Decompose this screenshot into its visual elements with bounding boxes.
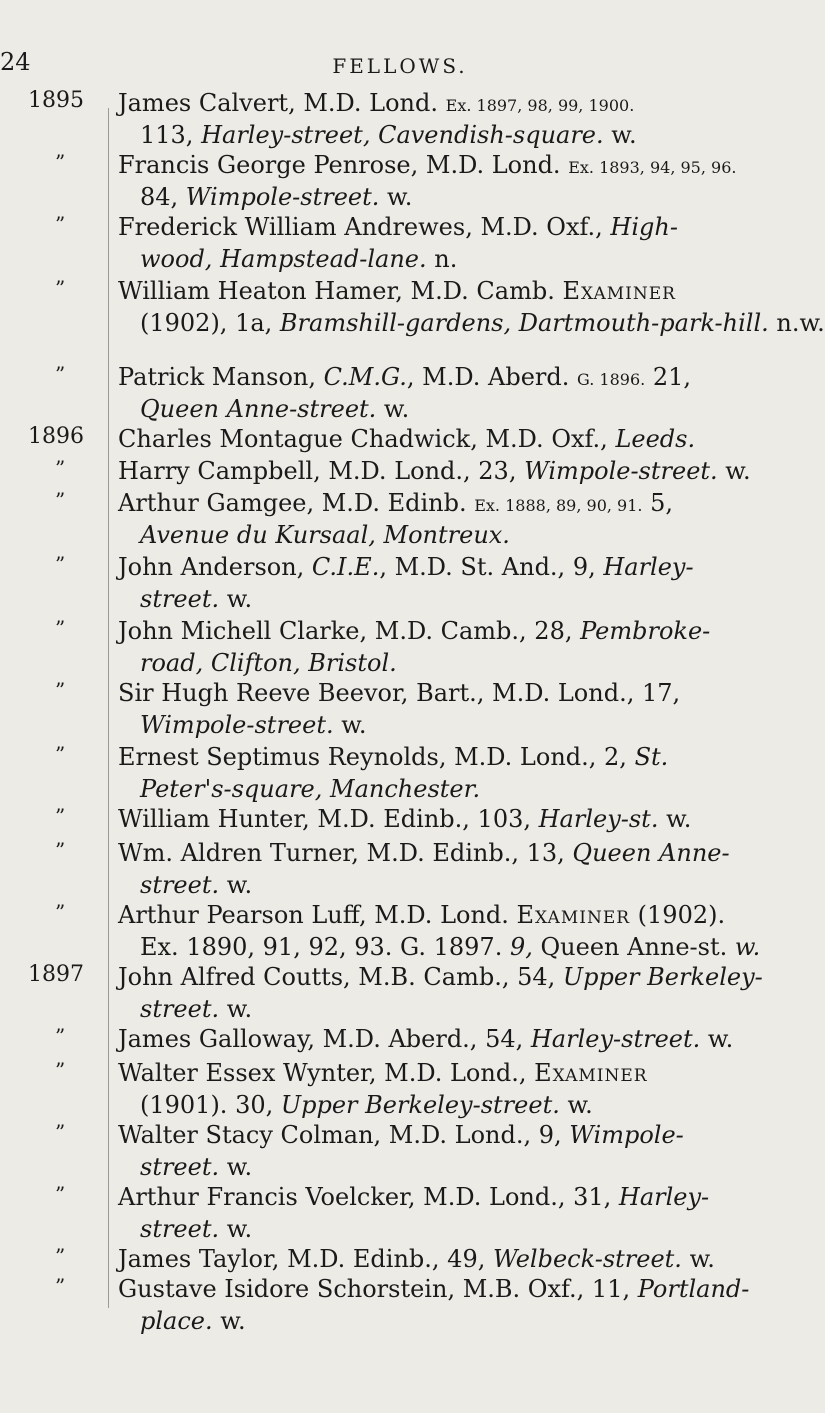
address-text: Harley- (618, 1183, 710, 1211)
election-year: ” (55, 1274, 66, 1298)
address-text: C.M.G. (323, 363, 407, 391)
entry-text: Ernest Septimus Reynolds, M.D. Lond., 2, (118, 743, 635, 771)
entry-text: Charles Montague Chadwick, M.D. Oxf., (118, 425, 616, 453)
election-year: ” (55, 1024, 66, 1048)
entry-text: 5, (642, 489, 674, 517)
entry-text: (1902), 1a, (140, 309, 280, 337)
entry-first-line (118, 1058, 648, 1088)
entry-first-line (118, 1274, 749, 1304)
entry-text: Gustave Isidore Schorstein, M.B. Oxf., 11, (118, 1275, 638, 1303)
entry-text: Arthur Francis Voelcker, M.D. Lond., 31, (118, 1183, 619, 1211)
entry-continuation-line (140, 870, 252, 900)
address-text: wood, Hampstead-lane. (140, 245, 427, 273)
entry-continuation-line (140, 1306, 246, 1336)
entry-first-line (118, 804, 691, 834)
entry-first-line (118, 742, 668, 772)
election-year: ” (55, 362, 66, 386)
entry-text: 113, (140, 121, 202, 149)
entry-text: William Heaton Hamer, M.D. Camb. (118, 277, 563, 305)
entry-text: Wm. Aldren Turner, M.D. Edinb., 13, (118, 839, 573, 867)
address-text: Upper Berkeley- (562, 963, 763, 991)
entry-text: Arthur Gamgee, M.D. Edinb. (118, 489, 475, 517)
election-year: ” (55, 1058, 66, 1082)
address-text: St. (634, 743, 669, 771)
entry-continuation-line (140, 308, 825, 338)
entry-text: w. (219, 995, 253, 1023)
entry-first-line (118, 88, 634, 121)
election-year: ” (55, 150, 66, 174)
address-text: street. (140, 585, 220, 613)
entry-first-line (118, 838, 730, 868)
entry-text: Ex. 1890, 91, 92, 93. G. 1897. (140, 933, 503, 961)
entry-text: John Michell Clarke, M.D. Camb., 28, (118, 617, 581, 645)
election-year: ” (55, 742, 66, 766)
address-text: Wimpole- (569, 1121, 684, 1149)
entry-continuation-line (140, 774, 480, 804)
entry-continuation-line (140, 394, 409, 424)
entry-text: James Taylor, M.D. Edinb., 49, (118, 1245, 493, 1273)
entry-text: n. (426, 245, 458, 273)
address-text: road, Clifton, Bristol. (140, 649, 397, 677)
entry-text: w. (700, 1025, 734, 1053)
entry-continuation-line (140, 120, 637, 150)
address-text: Harley-street. (530, 1025, 701, 1053)
address-text: street. (140, 1215, 220, 1243)
election-year: ” (55, 276, 66, 300)
column-rule (108, 108, 109, 1308)
entry-text: , M.D. St. And., 9, (379, 553, 604, 581)
entry-text: (1902). (630, 901, 726, 929)
entry-continuation-line (140, 584, 252, 614)
address-text: w. (727, 933, 761, 961)
entry-first-line (118, 276, 676, 306)
address-text: Peter's-square, Manchester. (140, 775, 481, 803)
entry-text: Patrick Manson, (118, 363, 324, 391)
election-year: 1896 (28, 424, 84, 449)
entry-continuation-line (140, 710, 367, 740)
entry-first-line (118, 212, 678, 242)
address-text: 9, (502, 933, 541, 961)
entry-continuation-line (140, 244, 457, 274)
address-text: High- (610, 213, 678, 241)
election-year: ” (55, 1182, 66, 1206)
entry-text: Arthur Pearson Luff, M.D. Lond. (118, 901, 517, 929)
address-text: place. (140, 1307, 213, 1335)
entry-text: Francis George Penrose, M.D. Lond. (118, 151, 569, 179)
address-text: Welbeck-street. (492, 1245, 682, 1273)
election-year: ” (55, 804, 66, 828)
running-head: FELLOWS. (332, 54, 468, 78)
entry-first-line (118, 1244, 715, 1274)
entry-text: Harry Campbell, M.D. Lond., 23, (118, 457, 525, 485)
address-text: Upper Berkeley-street. (280, 1091, 560, 1119)
address-text: Wimpole-street. (140, 711, 334, 739)
entry-first-line (118, 552, 694, 582)
role-text: Examiner (534, 1059, 648, 1087)
address-text: street. (140, 1153, 220, 1181)
entry-first-line (118, 488, 673, 521)
entry-text: James Calvert, M.D. Lond. (118, 89, 446, 117)
entry-first-line (118, 900, 725, 930)
exam-years-text: Ex. 1888, 89, 90, 91. (474, 496, 643, 515)
address-text: Bramshill-gardens, Dartmouth-park-hill. (279, 309, 769, 337)
address-text: street. (140, 995, 220, 1023)
entry-text: w. (212, 1307, 246, 1335)
entry-first-line (118, 1182, 709, 1212)
exam-years-text: G. 1896. (577, 370, 646, 389)
entry-continuation-line (140, 1214, 252, 1244)
entry-continuation-line (140, 648, 397, 678)
entry-text: (1901). 30, (140, 1091, 281, 1119)
entry-first-line (118, 1120, 684, 1150)
entry-text: w. (379, 183, 413, 211)
entry-text: Walter Essex Wynter, M.D. Lond., (118, 1059, 535, 1087)
election-year: ” (55, 838, 66, 862)
entry-text: John Alfred Coutts, M.B. Camb., 54, (118, 963, 563, 991)
entry-first-line (118, 424, 695, 454)
page-number: 24 (0, 48, 31, 76)
election-year: 1895 (28, 88, 84, 113)
entry-continuation-line (140, 1090, 593, 1120)
entry-text: Queen Anne-st. (540, 933, 728, 961)
election-year: ” (55, 212, 66, 236)
address-text: Portland- (637, 1275, 750, 1303)
entry-text: Sir Hugh Reeve Beevor, Bart., M.D. Lond., 17, (118, 679, 681, 707)
entry-continuation-line (140, 182, 412, 212)
entry-text: w. (658, 805, 692, 833)
entry-text: w. (333, 711, 367, 739)
entry-text: w. (219, 1215, 253, 1243)
entry-text: w. (559, 1091, 593, 1119)
address-text: Harley-st. (538, 805, 659, 833)
entry-continuation-line (140, 932, 760, 962)
exam-years-text: Ex. 1897, 98, 99, 1900. (445, 96, 635, 115)
entry-first-line (118, 456, 751, 486)
address-text: Pembroke- (580, 617, 711, 645)
role-text: Examiner (562, 277, 676, 305)
entry-text: 84, (140, 183, 186, 211)
address-text: Harley- (603, 553, 694, 581)
entry-continuation-line (140, 520, 510, 550)
role-text: Examiner (516, 901, 631, 929)
entry-first-line (118, 1024, 733, 1054)
entry-continuation-line (140, 994, 252, 1024)
exam-years-text: Ex. 1893, 94, 95, 96. (568, 158, 737, 177)
entry-text: Walter Stacy Colman, M.D. Lond., 9, (118, 1121, 570, 1149)
election-year: ” (55, 456, 66, 480)
address-text: Leeds. (615, 425, 696, 453)
election-year: ” (55, 616, 66, 640)
address-text: street. (140, 871, 220, 899)
address-text: Wimpole-street. (524, 457, 718, 485)
address-text: Queen Anne-street. (140, 395, 377, 423)
entry-text: James Galloway, M.D. Aberd., 54, (118, 1025, 531, 1053)
entry-text: William Hunter, M.D. Edinb., 103, (118, 805, 539, 833)
entry-text: John Anderson, (118, 553, 312, 581)
election-year: ” (55, 678, 66, 702)
entry-first-line (118, 678, 680, 708)
election-year: 1897 (28, 962, 84, 987)
entry-continuation-line (140, 1152, 252, 1182)
entry-text: w. (219, 1153, 253, 1181)
entry-first-line (118, 962, 763, 992)
election-year: ” (55, 900, 66, 924)
address-text: C.I.E. (311, 553, 380, 581)
entry-first-line (118, 362, 691, 395)
entry-text: w. (376, 395, 410, 423)
election-year: ” (55, 552, 66, 576)
entry-text: w. (603, 121, 637, 149)
entry-first-line (118, 616, 710, 646)
election-year: ” (55, 1120, 66, 1144)
address-text: Wimpole-street. (185, 183, 380, 211)
entry-text: , M.D. Aberd. (406, 363, 578, 391)
election-year: ” (55, 1244, 66, 1268)
entry-text: 21, (645, 363, 691, 391)
entry-text: Frederick William Andrewes, M.D. Oxf., (118, 213, 611, 241)
address-text: Harley-street, Cavendish-square. (201, 121, 604, 149)
election-year: ” (55, 488, 66, 512)
address-text: Queen Anne- (572, 839, 730, 867)
entry-text: w. (219, 871, 253, 899)
entry-text: w. (219, 585, 253, 613)
entry-text: w. (717, 457, 751, 485)
address-text: Avenue du Kursaal, Montreux. (140, 521, 510, 549)
entry-text: n.w. (768, 309, 825, 337)
entry-first-line (118, 150, 736, 183)
entry-text: w. (681, 1245, 715, 1273)
